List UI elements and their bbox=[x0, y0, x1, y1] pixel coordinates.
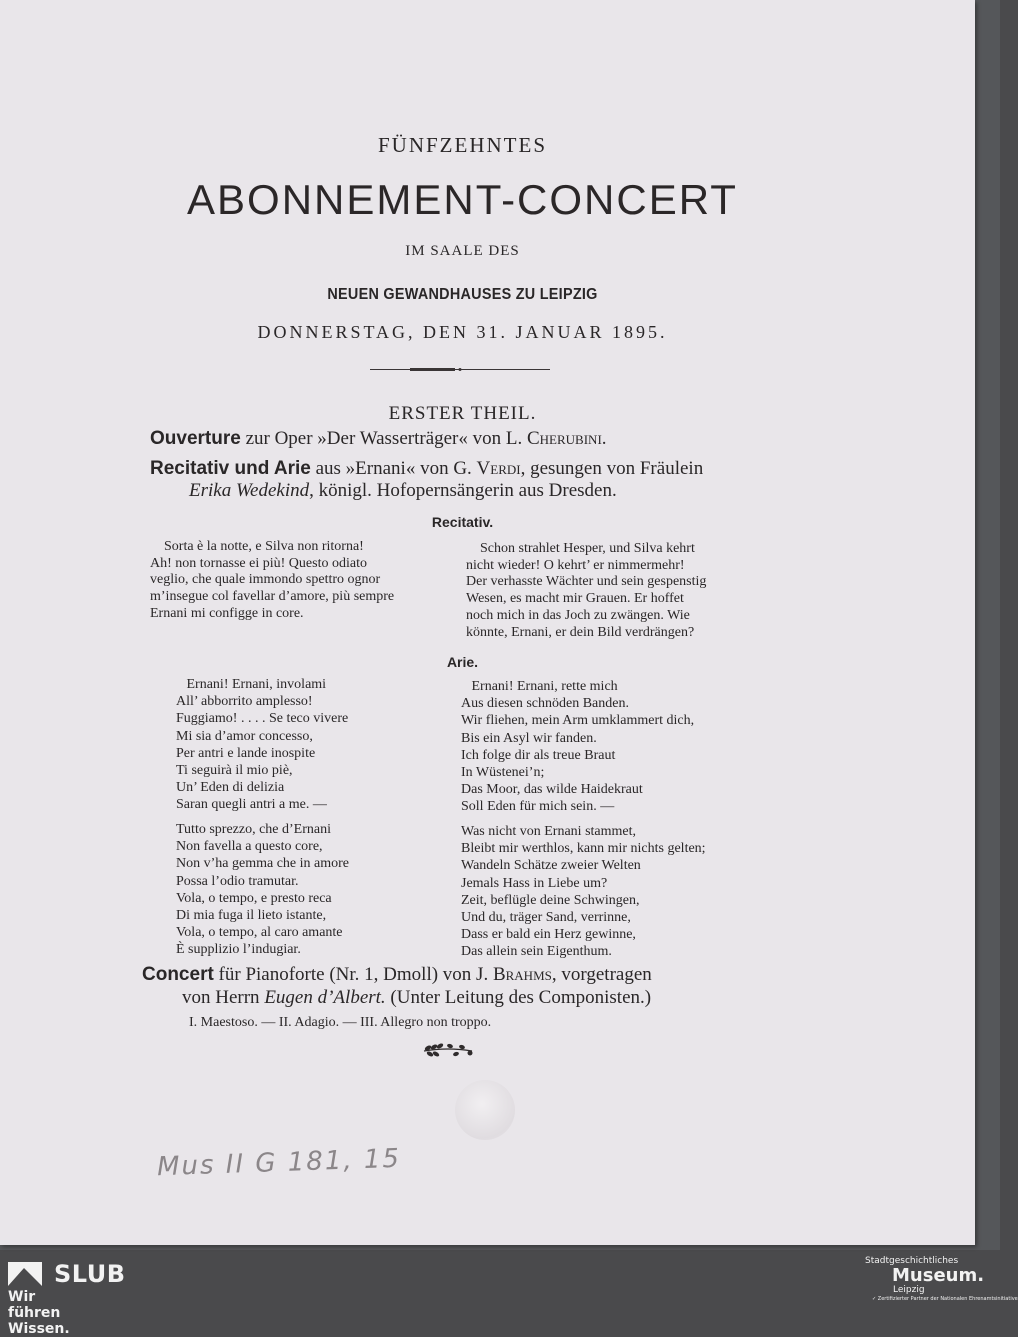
arie-italian-stanza-2: Tutto sprezzo, che d’Ernani Non favella a questo core, Non v’ha gemma che in amore Possa l’odio tramutar. Vola, o tempo, e presto reca Di mia fuga il lieto istante, Vola, o tempo, al caro amante È supplizio l’indugiar. bbox=[176, 822, 349, 958]
museum-line-2: Museum. bbox=[892, 1265, 985, 1286]
program-item-ouverture: Ouverture zur Oper »Der Wasserträger« von L. Cherubini. bbox=[150, 428, 607, 449]
program-item-concert: Concert für Pianoforte (Nr. 1, Dmoll) von J. Brahms, vorgetragen bbox=[142, 964, 652, 985]
program-item-recitativ-line2: Erika Wedekind, königl. Hofopernsängerin aus Dresden. bbox=[189, 480, 617, 501]
museum-line-4: ✓ Zertifizierter Partner der Nationalen Ehrenamtsinitiative bbox=[872, 1296, 1018, 1302]
recitativ-title: Recitativ und Arie bbox=[150, 458, 311, 479]
venue-line-1: IM SAALE DES bbox=[405, 243, 520, 259]
embossed-seal bbox=[455, 1080, 515, 1140]
composer-brahms: Brahms bbox=[492, 964, 552, 985]
program-item-concert-line2: von Herrn Eugen d’Albert. (Unter Leitung des Componisten.) bbox=[182, 987, 652, 1008]
program-item-recitativ: Recitativ und Arie aus »Ernani« von G. Verdi, gesungen von Fräulein bbox=[150, 458, 704, 479]
slub-name: SLUB bbox=[54, 1260, 126, 1288]
arie-german-stanza-1: Ernani! Ernani, rette mich Aus diesen schnöden Banden. Wir fliehen, mein Arm umklammert dich, Bis ein Asyl wir fanden. Ich folge dir als treue Braut In Wüstenei’n; Das Moor, das wilde Haidekraut Soll Eden für mich sein. — bbox=[461, 679, 695, 815]
arie-german-stanza-2: Was nicht von Ernani stammet, Bleibt mir werthlos, kann mir nichts gelten; Wandeln Schätze zweier Welten Jemals Hass in Liebe um? Zeit, beflügle deine Schwingen, Und du, träger Sand, verrinne, Dass er bald ein Herz gewinne, Das allein sein Eigenthum. bbox=[461, 824, 706, 960]
concert-title: ABONNEMENT-CONCERT bbox=[187, 176, 738, 223]
recitativ-italian-text: Sorta è la notte, e Silva non ritorna! Ah! non tornasse ei più! Questo odiato veglio, che quale immondo spettro ognor m’insegue col favellar d’amore, più sempre Ernani mi configge in core. bbox=[150, 539, 395, 621]
recitativ-german-text: Schon strahlet Hesper, und Silva kehrt nicht wieder! O kehrt’ er nimmermehr! Der verhasste Wächter und sein gespenstig Wesen, es macht mir Grauen. Er hoffet noch mich in das Joch zu zwängen. Wie könnte, Ernani, er dein Bild verdrängen? bbox=[466, 541, 707, 640]
singer-name: Erika Wedekind bbox=[189, 480, 310, 501]
handwritten-shelfmark: Mus II G 181, 15 bbox=[156, 1143, 402, 1183]
composer-cherubini: Cherubini. bbox=[527, 428, 607, 449]
performer-name: Eugen d’Albert. bbox=[264, 987, 386, 1008]
slub-logo-icon bbox=[8, 1262, 42, 1286]
laurel-ornament-icon bbox=[420, 1040, 476, 1060]
decorative-rule bbox=[370, 368, 550, 371]
arie-italian-stanza-1: Ernani! Ernani, involami All’ abborrito amplesso! Fuggiamo! . . . . Se teco vivere Mi sia d’amor concesso, Per antri e lande inospite Ti seguirà il mio piè, Un’ Eden di delizia Saran quegli antri a me. — bbox=[176, 677, 349, 813]
section-heading: ERSTER THEIL. bbox=[388, 403, 537, 424]
composer-verdi: Verdi bbox=[476, 458, 521, 479]
concert-ordinal: FÜNFZEHNTES bbox=[377, 133, 547, 157]
venue-line-2: NEUEN GEWANDHAUSES ZU LEIPZIG bbox=[327, 286, 598, 303]
recitativ-heading: Recitativ. bbox=[431, 514, 494, 530]
concert-piece-title: Concert bbox=[142, 964, 214, 985]
museum-line-3: Leipzig bbox=[893, 1285, 925, 1295]
museum-line-1: Stadtgeschichtliches bbox=[865, 1256, 959, 1266]
slub-tagline: Wir führen Wissen. bbox=[8, 1289, 70, 1337]
ouverture-title: Ouverture bbox=[150, 428, 241, 449]
concert-date: DONNERSTAG, DEN 31. JANUAR 1895. bbox=[257, 322, 668, 342]
arie-heading: Arie. bbox=[446, 654, 479, 670]
concert-movements: I. Maestoso. — II. Adagio. — III. Allegro non troppo. bbox=[189, 1015, 492, 1030]
